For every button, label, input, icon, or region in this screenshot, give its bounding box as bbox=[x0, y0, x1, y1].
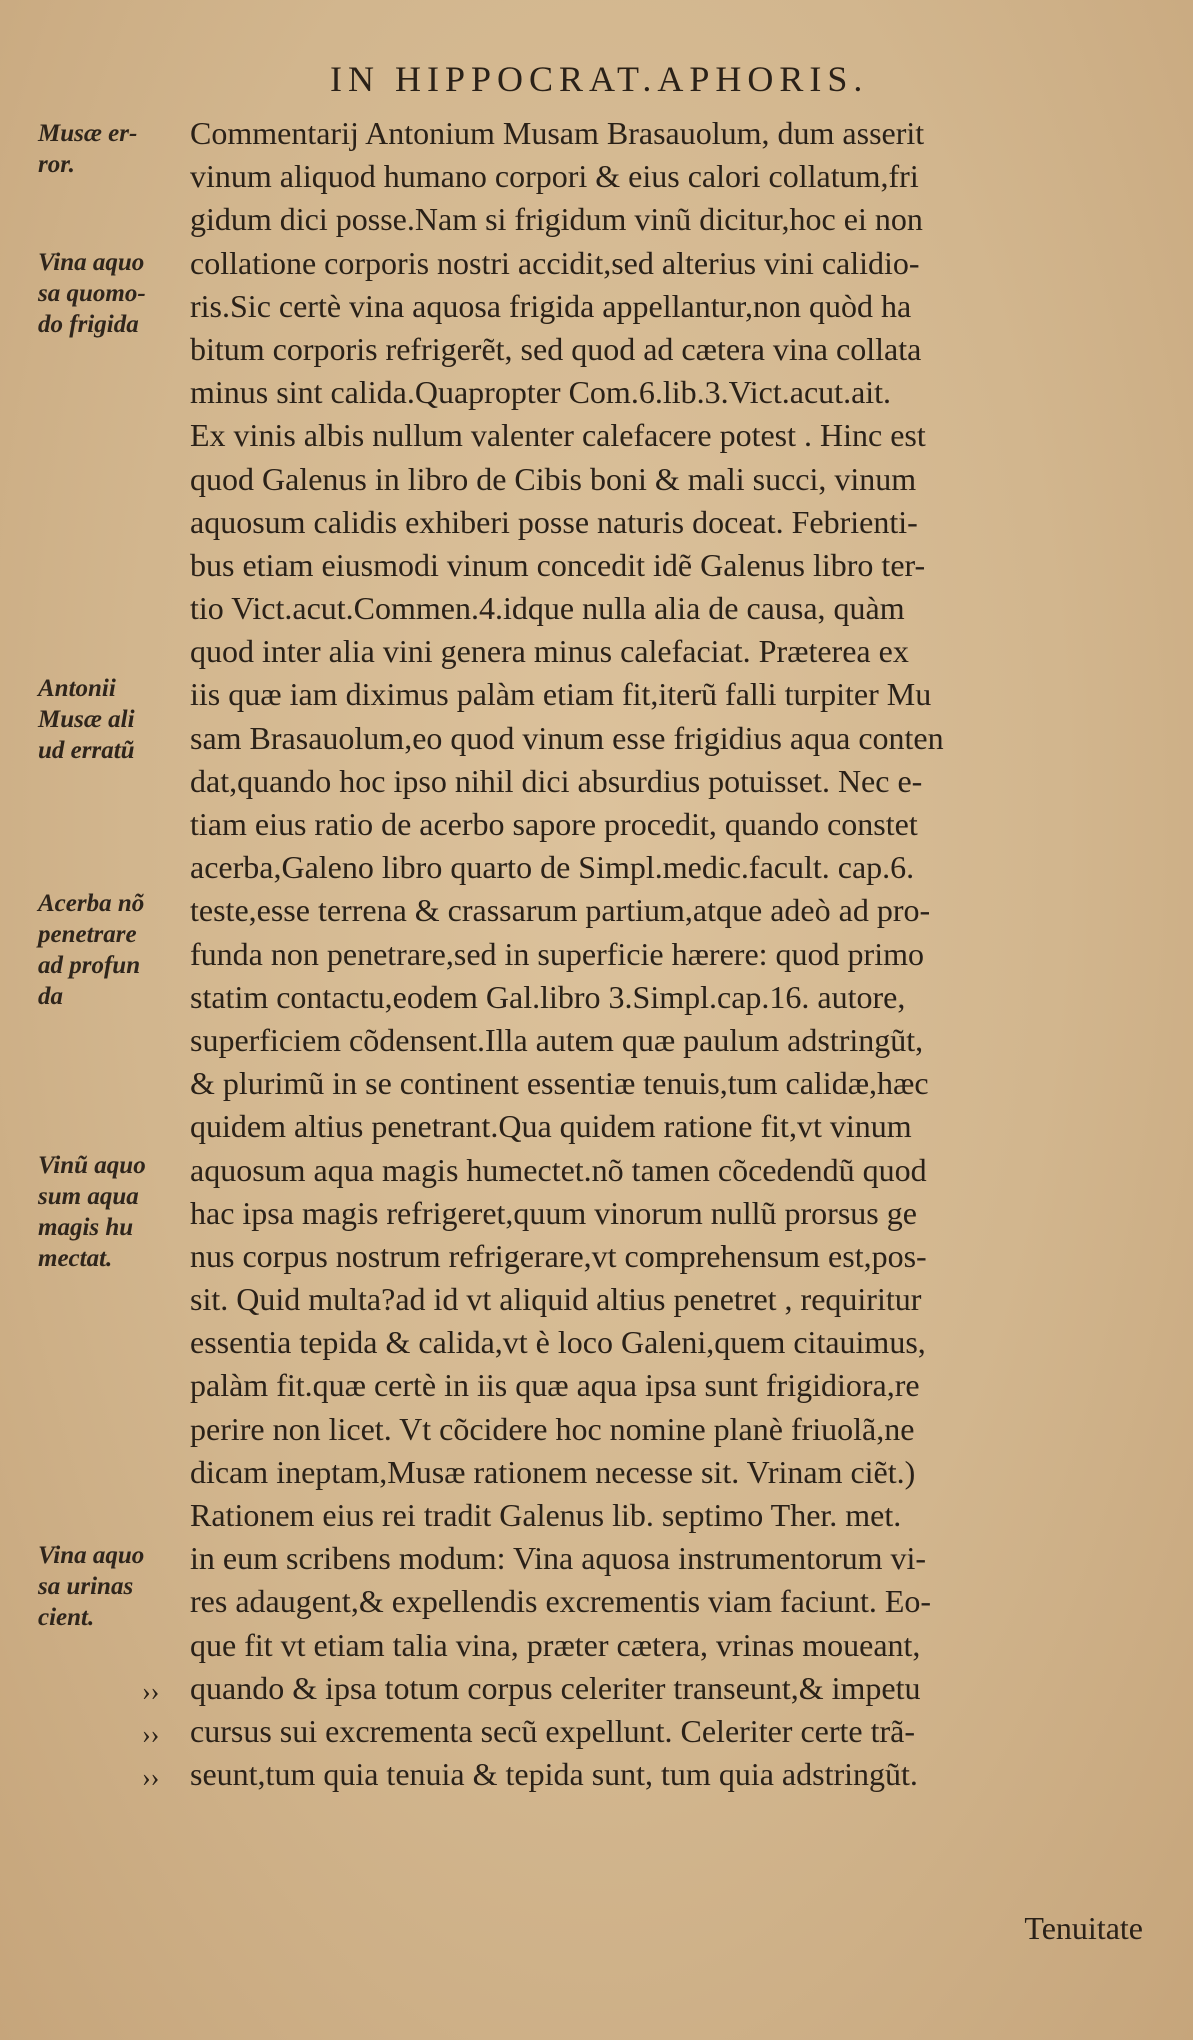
body-line: Ex vinis albis nullum valenter calefacere potest . Hinc est bbox=[190, 417, 926, 454]
body-line: & plurimũ in se continent essentiæ tenuis,tum calidæ,hæc bbox=[190, 1065, 929, 1102]
body-line: gidum dici posse.Nam si frigidum vinũ dicitur,hoc ei non bbox=[190, 201, 923, 238]
margin-note-line: cient. bbox=[38, 1604, 95, 1631]
margin-note-line: penetrare bbox=[38, 921, 137, 948]
quote-mark: ›› bbox=[142, 1763, 160, 1793]
body-line: superficiem cõdensent.Illa autem quæ paulum adstringũt, bbox=[190, 1021, 924, 1058]
body-line: quidem altius penetrant.Qua quidem ratione fit,vt vinum bbox=[190, 1108, 912, 1145]
margin-note-3 bbox=[38, 673, 135, 766]
body-line: iis quæ iam diximus palàm etiam fit,iterũ falli turpiter Mu bbox=[190, 676, 932, 713]
body-line: dat,quando hoc ipso nihil dici absurdius potuisset. Nec e- bbox=[190, 762, 923, 799]
body-line: vinum aliquod humano corpori & eius calori collatum,fri bbox=[190, 158, 919, 195]
body-line: quod Galenus in libro de Cibis boni & mali succi, vinum bbox=[190, 460, 917, 497]
body-line: cursus sui excrementa secũ expellunt. Celeriter certe trã- bbox=[190, 1712, 915, 1749]
margin-note-4 bbox=[38, 888, 144, 1012]
body-line: teste,esse terrena & crassarum partium,atque adeò ad pro- bbox=[190, 892, 931, 929]
body-line: acerba,Galeno libro quarto de Simpl.medic.facult. cap.6. bbox=[190, 849, 915, 886]
body-line: nus corpus nostrum refrigerare,vt comprehensum est,pos- bbox=[190, 1237, 927, 1274]
body-line: perire non licet. Vt cõcidere hoc nomine planè friuolã,ne bbox=[190, 1410, 915, 1447]
catchword: Tenuitate bbox=[1024, 1910, 1143, 1946]
running-header: IN HIPPOCRAT.APHORIS. bbox=[330, 59, 869, 99]
body-line: quando & ipsa totum corpus celeriter transeunt,& impetu bbox=[190, 1669, 921, 1706]
margin-note-line: Antonii bbox=[38, 675, 116, 702]
margin-note-line: Acerba nõ bbox=[38, 890, 145, 917]
quotation-marks bbox=[142, 1670, 159, 1800]
quote-mark: ›› bbox=[142, 1720, 160, 1750]
body-line: res adaugent,& expellendis excrementis viam faciunt. Eo- bbox=[190, 1583, 932, 1620]
body-line: funda non penetrare,sed in superficie hærere: quod primo bbox=[190, 935, 924, 972]
margin-note-line: Vinũ aquo bbox=[38, 1152, 146, 1179]
body-line: bus etiam eiusmodi vinum concedit idẽ Galenus libro ter- bbox=[190, 546, 926, 583]
quote-mark: ›› bbox=[142, 1677, 160, 1706]
margin-note-line: sum aqua bbox=[38, 1183, 139, 1210]
body-line: minus sint calida.Quapropter Com.6.lib.3.Vict.acut.ait. bbox=[190, 374, 892, 411]
margin-note-line: Musæ ali bbox=[38, 706, 135, 733]
body-line: seunt,tum quia tenuia & tepida sunt, tum quia adstringũt. bbox=[190, 1756, 918, 1793]
margin-note-line: Musæ er- bbox=[38, 120, 138, 147]
body-line: aquosum calidis exhiberi posse naturis doceat. Febrienti- bbox=[190, 503, 918, 540]
body-line: sit. Quid multa?ad id vt aliquid altius penetret , requiritur bbox=[190, 1281, 922, 1318]
margin-note-line: magis hu bbox=[38, 1214, 134, 1241]
margin-note-line: ud erratũ bbox=[38, 737, 135, 764]
body-line: Rationem eius rei tradit Galenus lib. septimo Ther. met. bbox=[190, 1497, 902, 1533]
body-line: tiam eius ratio de acerbo sapore procedit, quando constet bbox=[190, 806, 918, 842]
body-line: essentia tepida & calida,vt è loco Galeni,quem citauimus, bbox=[190, 1324, 926, 1361]
margin-note-2 bbox=[38, 247, 146, 340]
margin-note-line: ad profun bbox=[38, 952, 141, 979]
body-line: ris.Sic certè vina aquosa frigida appellantur,non quòd ha bbox=[190, 287, 912, 324]
body-line: quod inter alia vini genera minus calefaciat. Præterea ex bbox=[190, 633, 909, 670]
margin-note-5 bbox=[38, 1150, 146, 1274]
body-line: dicam ineptam,Musæ rationem necesse sit. Vrinam ciẽt.) bbox=[190, 1453, 916, 1490]
body-line: palàm fit.quæ certè in iis quæ aqua ipsa sunt frigidiora,re bbox=[190, 1367, 920, 1404]
margin-note-line: do frigida bbox=[38, 311, 139, 338]
margin-note-line: Vina aquo bbox=[38, 1542, 145, 1569]
body-line: statim contactu,eodem Gal.libro 3.Simpl.cap.16. autore, bbox=[190, 978, 906, 1015]
body-line: que fit vt etiam talia vina, præter cætera, vrinas moueant, bbox=[190, 1626, 921, 1663]
body-line: hac ipsa magis refrigeret,quum vinorum nullũ prorsus ge bbox=[190, 1194, 917, 1231]
body-line: bitum corporis refrigerẽt, sed quod ad cætera vina collata bbox=[190, 330, 922, 367]
body-line: aquosum aqua magis humectet.nõ tamen cõcedendũ quod bbox=[190, 1151, 927, 1188]
margin-note-line: da bbox=[38, 983, 63, 1010]
margin-note-line: mectat. bbox=[38, 1245, 113, 1272]
body-line: in eum scribens modum: Vina aquosa instrumentorum vi- bbox=[190, 1540, 927, 1577]
margin-note-line: sa urinas bbox=[38, 1573, 134, 1600]
margin-note-line: Vina aquo bbox=[38, 249, 145, 276]
body-line: sam Brasauolum,eo quod vinum esse frigidius aqua conten bbox=[190, 719, 944, 756]
margin-note-line: ror. bbox=[38, 151, 75, 178]
margin-note-6 bbox=[38, 1540, 144, 1633]
body-line: collatione corporis nostri accidit,sed alterius vini calidio- bbox=[190, 244, 920, 281]
body-text bbox=[190, 112, 1150, 1796]
body-line: Commentarij Antonium Musam Brasauolum, dum asserit bbox=[190, 115, 925, 151]
body-line: tio Vict.acut.Commen.4.idque nulla alia de causa, quàm bbox=[190, 590, 905, 627]
margin-note-1 bbox=[38, 118, 137, 180]
margin-note-line: sa quomo- bbox=[38, 280, 146, 307]
